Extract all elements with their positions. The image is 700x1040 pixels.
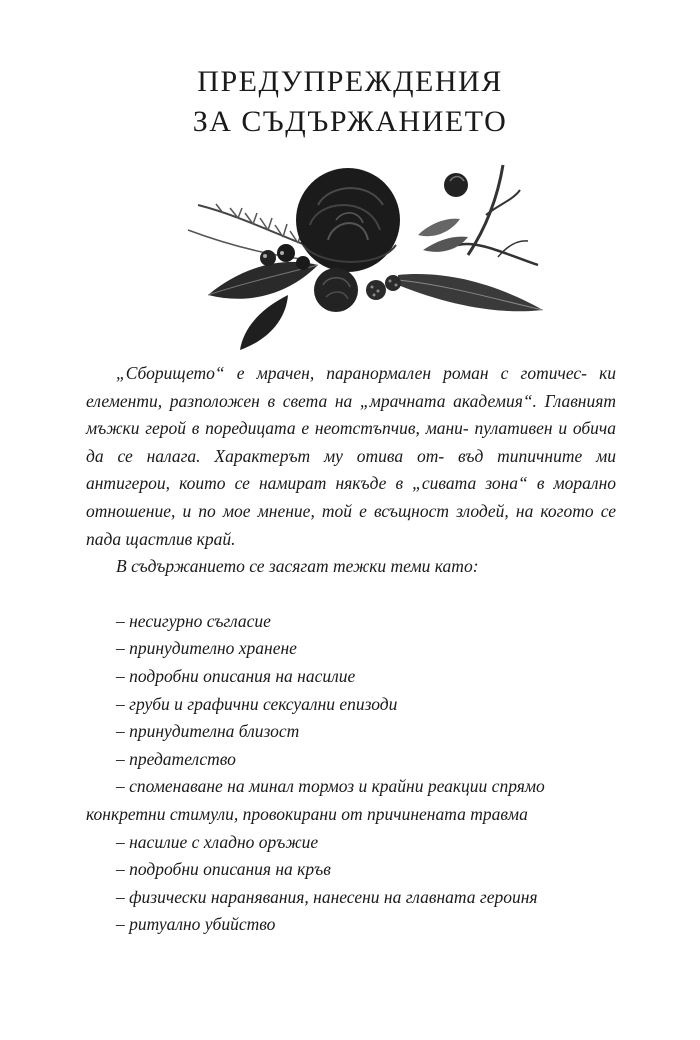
warning-item: – предателство: [116, 748, 236, 769]
intro-line: „Сборището“ е мрачен, паранормален роман с готичес-: [116, 363, 587, 383]
intro-line: въд типичните ми антигерои, които се намират някъде в: [86, 445, 616, 494]
warning-item: – споменаване на минал тормоз и крайни реакции спрямо: [116, 776, 545, 797]
warning-item: – подробни описания на насилие: [116, 665, 356, 686]
intro-line: „сивата зона“ в морално отношение, и по мое мнение, той е: [86, 473, 616, 521]
intro-line: пулативен и обича да се налага. Характерът му отива от-: [86, 418, 617, 466]
page-title: [0, 62, 700, 142]
intro-paragraph: [86, 360, 616, 553]
warning-item: – принудително хранене: [116, 638, 297, 659]
warning-item: – насилие с хладно оръжие: [116, 831, 319, 852]
title-line-1: ПРЕДУПРЕЖДЕНИЯ: [197, 65, 503, 98]
warning-item: – принудителна близост: [116, 721, 300, 742]
intro-line: ки елементи, разположен в света на „мрачната академия“.: [86, 363, 616, 411]
warning-item-continuation: конкретни стимули, провокирани от причинената травма: [86, 803, 528, 824]
warning-body: [86, 360, 616, 939]
warning-item: – ритуално убийство: [116, 914, 276, 935]
warning-item: – груби и графични сексуални епизоди: [116, 693, 398, 714]
warning-item: – подробни описания на кръв: [116, 859, 331, 880]
warning-item: – физически наранявания, нанесени на главната героиня: [116, 886, 538, 907]
warning-item: – несигурно съгласие: [116, 610, 271, 631]
rose-bouquet-illustration: [168, 145, 548, 355]
intro-line: всъщност злодей, на когото се пада щастлив край.: [86, 500, 617, 549]
title-line-2: ЗА СЪДЪРЖАНИЕТО: [192, 105, 508, 138]
intro-line: Главният мъжки герой в поредицата е неотстъпчив, мани-: [86, 390, 617, 439]
intro-lead: В съдържанието се засягат тежки теми като:: [116, 556, 479, 577]
